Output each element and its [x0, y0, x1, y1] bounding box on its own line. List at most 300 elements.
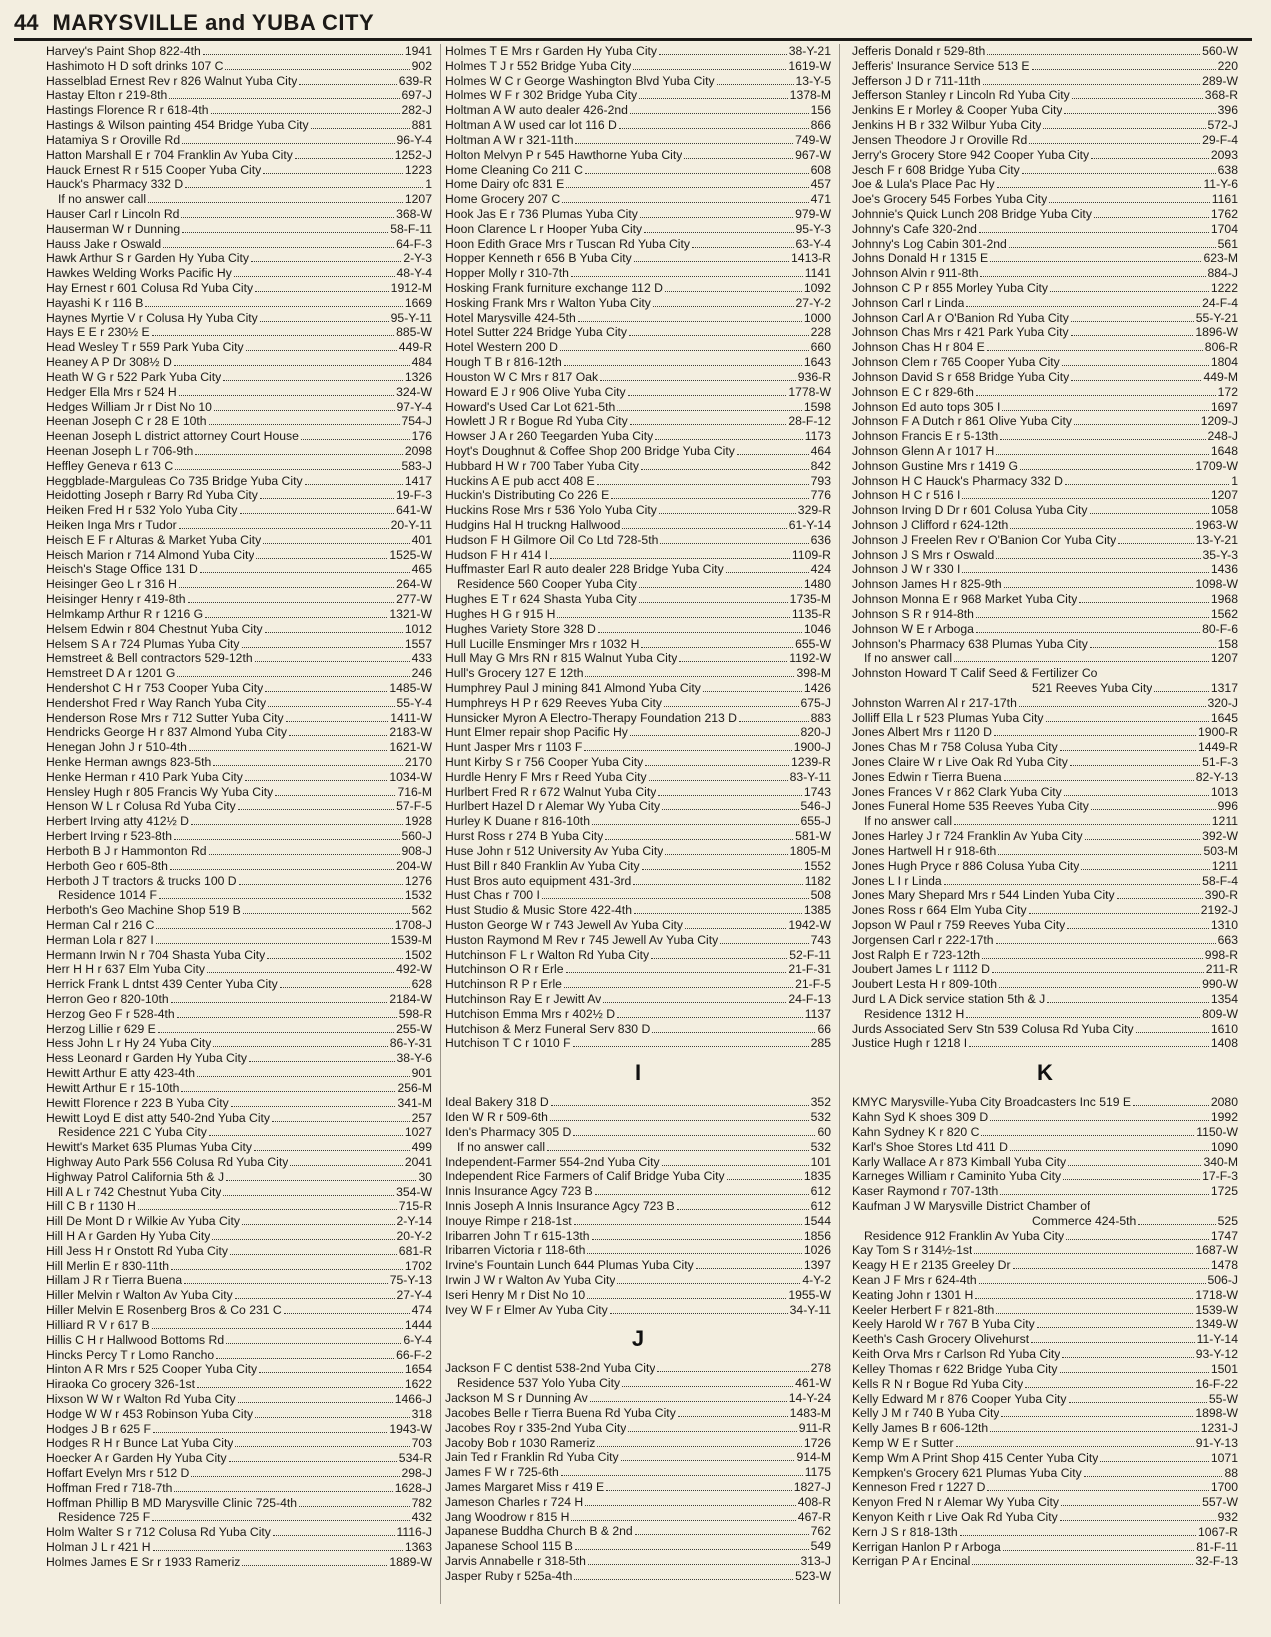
dot-leader [560, 349, 809, 351]
dot-leader [660, 542, 808, 544]
listing-name: Jensen Theodore J r Oroville Rd [852, 132, 1028, 147]
dot-leader [156, 927, 392, 929]
dot-leader [550, 557, 790, 559]
listing-entry [46, 548, 432, 563]
listing-phone: 525 [1217, 1213, 1238, 1228]
listing-name: Residence 1014 F [58, 888, 157, 903]
listing-entry [852, 459, 1238, 474]
dot-leader [954, 660, 1209, 662]
listing-phone: 29-F-4 [1202, 132, 1238, 147]
listing-entry [46, 1140, 432, 1155]
dot-leader [152, 1327, 403, 1329]
dot-leader [260, 497, 394, 499]
dot-leader [231, 1105, 396, 1107]
listing-name: Hoffart Evelyn Mrs r 512 D [46, 1466, 190, 1480]
dot-leader [235, 1297, 395, 1299]
listing-phone: 1058 [1210, 503, 1238, 518]
listing-phone: 2093 [1210, 147, 1238, 162]
listing-name: Hatton Marshall E r 704 Franklin Av Yuba City [46, 147, 293, 162]
listing-phone: 21-F-5 [795, 977, 831, 992]
dot-leader [720, 942, 808, 944]
listing-name: Hust Bill r 840 Franklin Av Yuba City [445, 858, 640, 873]
listing-name: Hauck Ernest R r 515 Cooper Yuba City [46, 162, 262, 177]
listing-phone: 638 [1217, 162, 1238, 177]
dot-leader [179, 586, 394, 588]
dot-leader [260, 320, 389, 322]
listing-name: Holm Walter S r 712 Colusa Rd Yuba City [46, 1525, 271, 1540]
listing-phone: 1354 [1210, 992, 1238, 1006]
page-number: 44 [14, 10, 39, 35]
dot-leader [209, 853, 400, 855]
listing-entry [852, 1317, 1238, 1332]
dot-leader [645, 764, 789, 766]
listing-phone: 81-F-11 [1196, 1539, 1238, 1554]
listing-entry [46, 88, 432, 103]
listing-entry [445, 696, 831, 711]
listing-phone: 11-Y-14 [1196, 1332, 1238, 1347]
listing-phone: 762 [810, 1524, 831, 1539]
listing-entry [46, 577, 432, 592]
dot-leader [979, 1282, 1206, 1284]
listing-phone: 1397 [803, 1258, 831, 1273]
listing-entry [46, 948, 432, 963]
dot-leader [290, 1164, 403, 1166]
listing-phone: 1417 [404, 473, 432, 488]
listing-entry [46, 770, 432, 785]
dot-leader [1138, 1223, 1215, 1225]
dot-leader [170, 868, 394, 870]
listing-phone: 176 [411, 429, 432, 444]
listing-entry [852, 948, 1238, 963]
listing-entry [46, 711, 432, 726]
listing-phone: 1349-W [1195, 1317, 1238, 1332]
listing-phone: 703 [411, 1436, 432, 1451]
listing-entry [445, 977, 831, 992]
listing-entry [46, 1155, 432, 1170]
listing-name: Hauser Carl r Lincoln Rd [46, 206, 180, 221]
listing-phone: 842 [810, 458, 831, 473]
listing-phone: 21-F-31 [788, 962, 831, 977]
listing-name: Irwin J W r Walton Av Yuba City [445, 1273, 616, 1287]
dot-leader [265, 631, 403, 633]
listing-name: Hoyt's Doughnut & Coffee Shop 200 Bridge Yuba City [445, 443, 735, 458]
listing-phone: 2041 [404, 1154, 432, 1169]
listing-name: Kaser Raymond r 707-13th [852, 1184, 999, 1199]
dot-leader [992, 971, 1204, 973]
listing-entry [46, 651, 432, 666]
dot-leader [956, 1445, 1194, 1447]
listing-name: Kahn Sydney K r 820 C [852, 1124, 980, 1139]
listing-entry [46, 888, 432, 903]
listing-phone: 1943-W [389, 1421, 432, 1436]
listing-name: Johnson Ed auto tops 305 I [852, 399, 1001, 414]
listing-name: Hoecker A r Garden Hy Yuba City [46, 1451, 227, 1466]
listing-name: Hughes H G r 915 H [445, 606, 556, 621]
listing-name: Jones Hugh Pryce r 886 Colusa Yuba City [852, 858, 1080, 873]
listing-name: Kenneson Fred r 1227 D [852, 1480, 986, 1495]
listing-name: Johnson C P r 855 Morley Yuba City [852, 281, 1049, 295]
dot-leader [267, 957, 403, 959]
listing-entry [445, 1450, 831, 1465]
dot-leader [659, 53, 787, 55]
dot-leader [685, 927, 786, 929]
listing-name: Howser J A r 260 Teegarden Yuba City [445, 429, 654, 444]
listing-phone: 64-F-3 [396, 236, 432, 251]
dot-leader [182, 142, 394, 144]
listing-phone: 52-F-11 [789, 947, 831, 962]
listing-entry [852, 207, 1238, 222]
listing-name: Jorgensen Carl r 222-17th [852, 932, 994, 947]
listing-entry [46, 1185, 432, 1200]
listing-entry [46, 296, 432, 311]
dot-leader [1071, 334, 1194, 336]
listing-phone: 1326 [404, 369, 432, 384]
listing-phone: 158 [1217, 636, 1238, 651]
dot-leader [211, 112, 400, 114]
listing-name: Heisinger Henry r 419-8th [46, 592, 186, 607]
listing-entry [852, 681, 1238, 696]
listing-name: Huston George W r 743 Jewell Av Yuba City [445, 917, 684, 932]
dot-leader [1071, 379, 1201, 381]
dot-leader [1060, 1519, 1216, 1521]
dot-leader [1064, 794, 1209, 796]
listing-entry [445, 1125, 831, 1140]
dot-leader [188, 601, 395, 603]
listing-name: Huffmaster Earl R auto dealer 228 Bridge Yuba City [445, 562, 724, 577]
listing-entry [445, 814, 831, 829]
listing-entry [852, 1140, 1238, 1155]
listing-name: Hess John L r Hy 24 Yuba City [46, 1036, 212, 1051]
listing-name: Johns Donald H r 1315 E [852, 251, 989, 266]
dot-leader [214, 409, 395, 411]
listing-phone: 1363 [404, 1540, 432, 1555]
dot-leader [996, 1312, 1193, 1314]
listing-name: Innis Joseph A Innis Insurance Agcy 723 B [445, 1198, 675, 1213]
listing-name: Iden W R r 509-6th [445, 1110, 548, 1125]
listing-name: Johnston Howard T Calif Seed & Fertilizer Co [852, 666, 1098, 681]
listing-name: Johnson Chas Mrs r 421 Park Yuba City [852, 325, 1069, 340]
listing-phone: 628 [411, 977, 432, 992]
listing-name: Johnson Glenn A r 1017 H [852, 443, 995, 458]
listing-entry [46, 74, 432, 89]
dot-leader [235, 1445, 409, 1447]
listing-name: Jones Mary Shepard Mrs r 544 Linden Yuba City [852, 888, 1115, 903]
listing-phone: 1211 [1211, 858, 1238, 873]
listing-phone: 1161 [1211, 192, 1238, 207]
listing-phone: 1762 [1210, 206, 1238, 221]
listing-phone: 95-Y-3 [795, 221, 831, 236]
listing-entry [445, 962, 831, 977]
dot-leader [987, 1489, 1208, 1491]
listing-entry [852, 1007, 1238, 1022]
listing-phone: 1856 [803, 1228, 831, 1243]
listing-phone: 1747 [1210, 1228, 1238, 1243]
listing-name: Residence 560 Cooper Yuba City [457, 577, 637, 592]
listing-phone: 1889-W [389, 1554, 432, 1569]
listing-name: Heggblade-Marguleas Co 735 Bridge Yuba City [46, 473, 303, 488]
listing-name: Hust Studio & Music Store 422-4th [445, 903, 632, 918]
listing-phone: 639-R [398, 73, 432, 88]
listing-phone: 583-J [401, 458, 432, 473]
listing-name: Holtman A W r 321-11th [445, 132, 574, 147]
listing-entry [46, 1036, 432, 1051]
dot-leader [972, 1563, 1193, 1565]
listing-phone: 546-J [800, 799, 831, 814]
listing-entry [445, 548, 831, 563]
dot-leader [575, 142, 793, 144]
listing-phone: 1700 [1210, 1480, 1238, 1495]
listing-name: Hiller Melvin r Walton Av Yuba City [46, 1288, 233, 1303]
listing-entry [46, 844, 432, 859]
dot-leader [152, 1519, 410, 1521]
listing-phone: 715-R [398, 1199, 432, 1214]
listing-phone: 1726 [803, 1435, 831, 1450]
listing-entry [46, 355, 432, 370]
dot-leader [1029, 912, 1199, 914]
dot-leader [649, 779, 788, 781]
listing-entry [445, 859, 831, 874]
listing-name: Johnson Francis E r 5-13th [852, 429, 999, 444]
listing-phone: 908-J [401, 843, 432, 858]
dot-leader [578, 320, 802, 322]
dot-leader [1050, 290, 1209, 292]
listing-phone: 255-W [396, 1021, 432, 1036]
listing-name: Huse John r 512 University Av Yuba City [445, 843, 664, 858]
dot-leader [960, 1534, 1196, 1536]
listing-entry [852, 340, 1238, 355]
dot-leader [299, 1505, 410, 1507]
listing-entry [852, 637, 1238, 652]
dot-leader [571, 1519, 795, 1521]
listing-name: Hoffman Phillip B MD Marysville Clinic 725-4th [46, 1495, 298, 1510]
listing-entry [852, 918, 1238, 933]
dot-leader [1032, 68, 1216, 70]
dot-leader [174, 364, 410, 366]
listing-entry [46, 222, 432, 237]
listing-phone: 1067-R [1198, 1524, 1238, 1539]
listing-phone: 38-Y-21 [788, 44, 831, 58]
listing-name: Hensley Hugh r 805 Francis Wy Yuba City [46, 784, 274, 799]
dot-leader [990, 260, 1201, 262]
listing-entry [852, 977, 1238, 992]
dot-leader [223, 1194, 394, 1196]
listing-entry [852, 533, 1238, 548]
listing-entry [46, 370, 432, 385]
dot-leader [1154, 690, 1209, 692]
listing-entry [46, 1318, 432, 1333]
listing-entry [445, 1406, 831, 1421]
listing-name: Huston Raymond M Rev r 745 Jewell Av Yuba City [445, 932, 719, 947]
dot-leader [152, 334, 394, 336]
listing-phone: 57-F-5 [396, 799, 432, 814]
dot-leader [200, 571, 410, 573]
dot-leader [622, 1385, 793, 1387]
listing-entry [46, 562, 432, 577]
listing-name: Commerce 424-5th [1032, 1213, 1137, 1228]
listing-name: Jacobes Roy r 335-2nd Yuba City [445, 1420, 627, 1435]
listing-entry [445, 1155, 831, 1170]
listing-phone: 449-R [398, 340, 432, 355]
listing-entry [445, 1391, 831, 1406]
listing-phone: 1141 [804, 266, 831, 281]
listing-phone: 1223 [404, 162, 432, 177]
dot-leader [585, 1504, 796, 1506]
listing-phone: 19-F-3 [396, 488, 432, 503]
listing-phone: 285 [810, 1036, 831, 1051]
listing-entry [445, 281, 831, 296]
listing-entry [852, 1184, 1238, 1199]
listing-entry [445, 118, 831, 133]
listing-entry [445, 829, 831, 844]
listing-entry [852, 103, 1238, 118]
listing-entry [445, 207, 831, 222]
listing-phone: 1743 [803, 784, 831, 799]
listing-name: Hillis C H r Hallwood Bottoms Rd [46, 1332, 225, 1347]
listing-phone: 298-J [401, 1466, 432, 1480]
listing-entry [445, 1524, 831, 1539]
listing-entry [852, 325, 1238, 340]
listing-name: Kern J S r 818-13th [852, 1524, 958, 1539]
listing-phone: 1449-R [1198, 740, 1238, 755]
listing-name: Jacoby Bob r 1030 Rameriz [445, 1435, 596, 1450]
listing-phone: 1211 [1211, 814, 1238, 829]
dot-leader [611, 497, 808, 499]
listing-name: Hutchison & Merz Funeral Serv 830 D [445, 1021, 651, 1036]
listing-phone: 866 [810, 118, 831, 133]
dot-leader [982, 957, 1203, 959]
listing-entry [445, 177, 831, 192]
listing-entry [852, 163, 1238, 178]
dot-leader [148, 201, 403, 203]
listing-entry [852, 133, 1238, 148]
listing-entry [852, 148, 1238, 163]
listing-entry [46, 859, 432, 874]
listing-name: Hudson F H r 414 I [445, 547, 548, 562]
listing-name: Residence 537 Yolo Yuba City [457, 1376, 621, 1391]
listing-phone: 2-Y-14 [396, 1214, 432, 1229]
listing-phone: 1942-W [788, 917, 831, 932]
listing-entry [852, 785, 1238, 800]
listing-entry [46, 918, 432, 933]
dot-leader [584, 749, 791, 751]
dot-leader [996, 942, 1216, 944]
listing-name: Iseri Henry M r Dist No 10 [445, 1287, 586, 1302]
listing-entry [445, 385, 831, 400]
dot-leader [191, 823, 403, 825]
listing-entry [445, 1376, 831, 1391]
listing-name: Heisch Marion r 714 Almond Yuba City [46, 547, 255, 562]
listing-entry [46, 207, 432, 222]
listing-phone: 663 [1217, 932, 1238, 947]
listing-name: If no answer call [58, 192, 147, 207]
listing-phone: 1645 [1210, 710, 1238, 725]
listing-phone: 432 [411, 1510, 432, 1525]
listing-phone: 28-F-12 [788, 414, 831, 429]
dot-leader [703, 690, 802, 692]
listing-phone: 506-J [1207, 1273, 1238, 1287]
listing-name: Jefferson Stanley r Lincoln Rd Yuba City [852, 88, 1070, 103]
listing-entry [852, 1347, 1238, 1362]
listing-name: Johnson E C r 829-6th [852, 384, 974, 399]
listing-entry [445, 681, 831, 696]
dot-leader [179, 527, 389, 529]
dot-leader [268, 705, 394, 707]
listing-entry [46, 1348, 432, 1363]
dot-leader [251, 260, 401, 262]
dot-leader [664, 705, 799, 707]
listing-name: Ivey W F r Elmer Av Yuba City [445, 1302, 608, 1317]
listing-name: Henderson Rose Mrs r 712 Sutter Yuba City [46, 710, 284, 725]
listing-entry [852, 829, 1238, 844]
listing-name: Howlett J R r Bogue Rd Yuba City [445, 414, 628, 429]
listing-entry [445, 148, 831, 163]
listing-name: Huckins Rose Mrs r 536 Yolo Yuba City [445, 503, 657, 518]
listing-name: Holtman A W auto dealer 426-2nd [445, 103, 628, 118]
dot-leader [1022, 172, 1216, 174]
listing-entry [445, 1110, 831, 1125]
listing-phone: 1532 [404, 888, 432, 903]
listing-entry [46, 1466, 432, 1481]
listing-name: Herzog Geo F r 528-4th [46, 1006, 175, 1021]
dot-leader [289, 734, 387, 736]
listing-name: Johnny's Log Cabin 301-2nd [852, 236, 1007, 251]
listing-entry [46, 103, 432, 118]
listing-entry [852, 474, 1238, 489]
dot-leader [1091, 808, 1216, 810]
listing-name: Hutchison T C r 1010 F [445, 1036, 571, 1051]
listing-group [445, 1361, 831, 1583]
listing-name: Johnson H C r 516 I [852, 488, 961, 503]
listing-name: Johnson David S r 658 Bridge Yuba City [852, 369, 1070, 384]
listing-name: Jefferson J D r 711-11th [852, 73, 981, 88]
dot-leader [1060, 1371, 1209, 1373]
listing-name: Highway Auto Park 556 Colusa Rd Yuba City [46, 1154, 289, 1169]
listing-phone: 1478 [1210, 1258, 1238, 1273]
listing-phone: 390-R [1204, 888, 1238, 903]
listing-name: Hunt Elmer repair shop Pacific Hy [445, 725, 628, 740]
listing-entry [852, 933, 1238, 948]
listing-phone: 1090 [1210, 1139, 1238, 1154]
listing-entry [852, 1451, 1238, 1466]
listing-phone: 484 [411, 355, 432, 370]
listing-entry [445, 163, 831, 178]
dot-leader [542, 897, 809, 899]
listing-phone: 14-Y-24 [788, 1391, 831, 1406]
dot-leader [987, 349, 1203, 351]
dot-leader [226, 1342, 401, 1344]
dot-leader [617, 1016, 803, 1018]
dot-leader [138, 1208, 397, 1210]
listing-name: Holmes W C r George Washington Blvd Yuba City [445, 73, 715, 88]
dot-leader [574, 1223, 802, 1225]
dot-leader [605, 838, 793, 840]
listing-entry [445, 651, 831, 666]
listing-name: Holtman A W used car lot 116 D [445, 118, 617, 133]
listing-name: Hauck's Pharmacy 332 D [46, 177, 184, 192]
listing-entry [852, 755, 1238, 770]
listing-entry [852, 192, 1238, 207]
listing-name: Herman Cal r 216 C [46, 917, 155, 932]
listing-entry [445, 533, 831, 548]
listing-entry [46, 1229, 432, 1244]
listing-entry [445, 740, 831, 755]
dot-leader [562, 201, 809, 203]
dot-leader [1066, 1238, 1209, 1240]
listing-name: Hasselblad Ernest Rev r 826 Walnut Yuba City [46, 73, 298, 88]
listing-phone: 264-W [396, 577, 432, 592]
listing-name: Karneges William r Caminito Yuba City [852, 1169, 1062, 1184]
listing-entry [445, 1243, 831, 1258]
